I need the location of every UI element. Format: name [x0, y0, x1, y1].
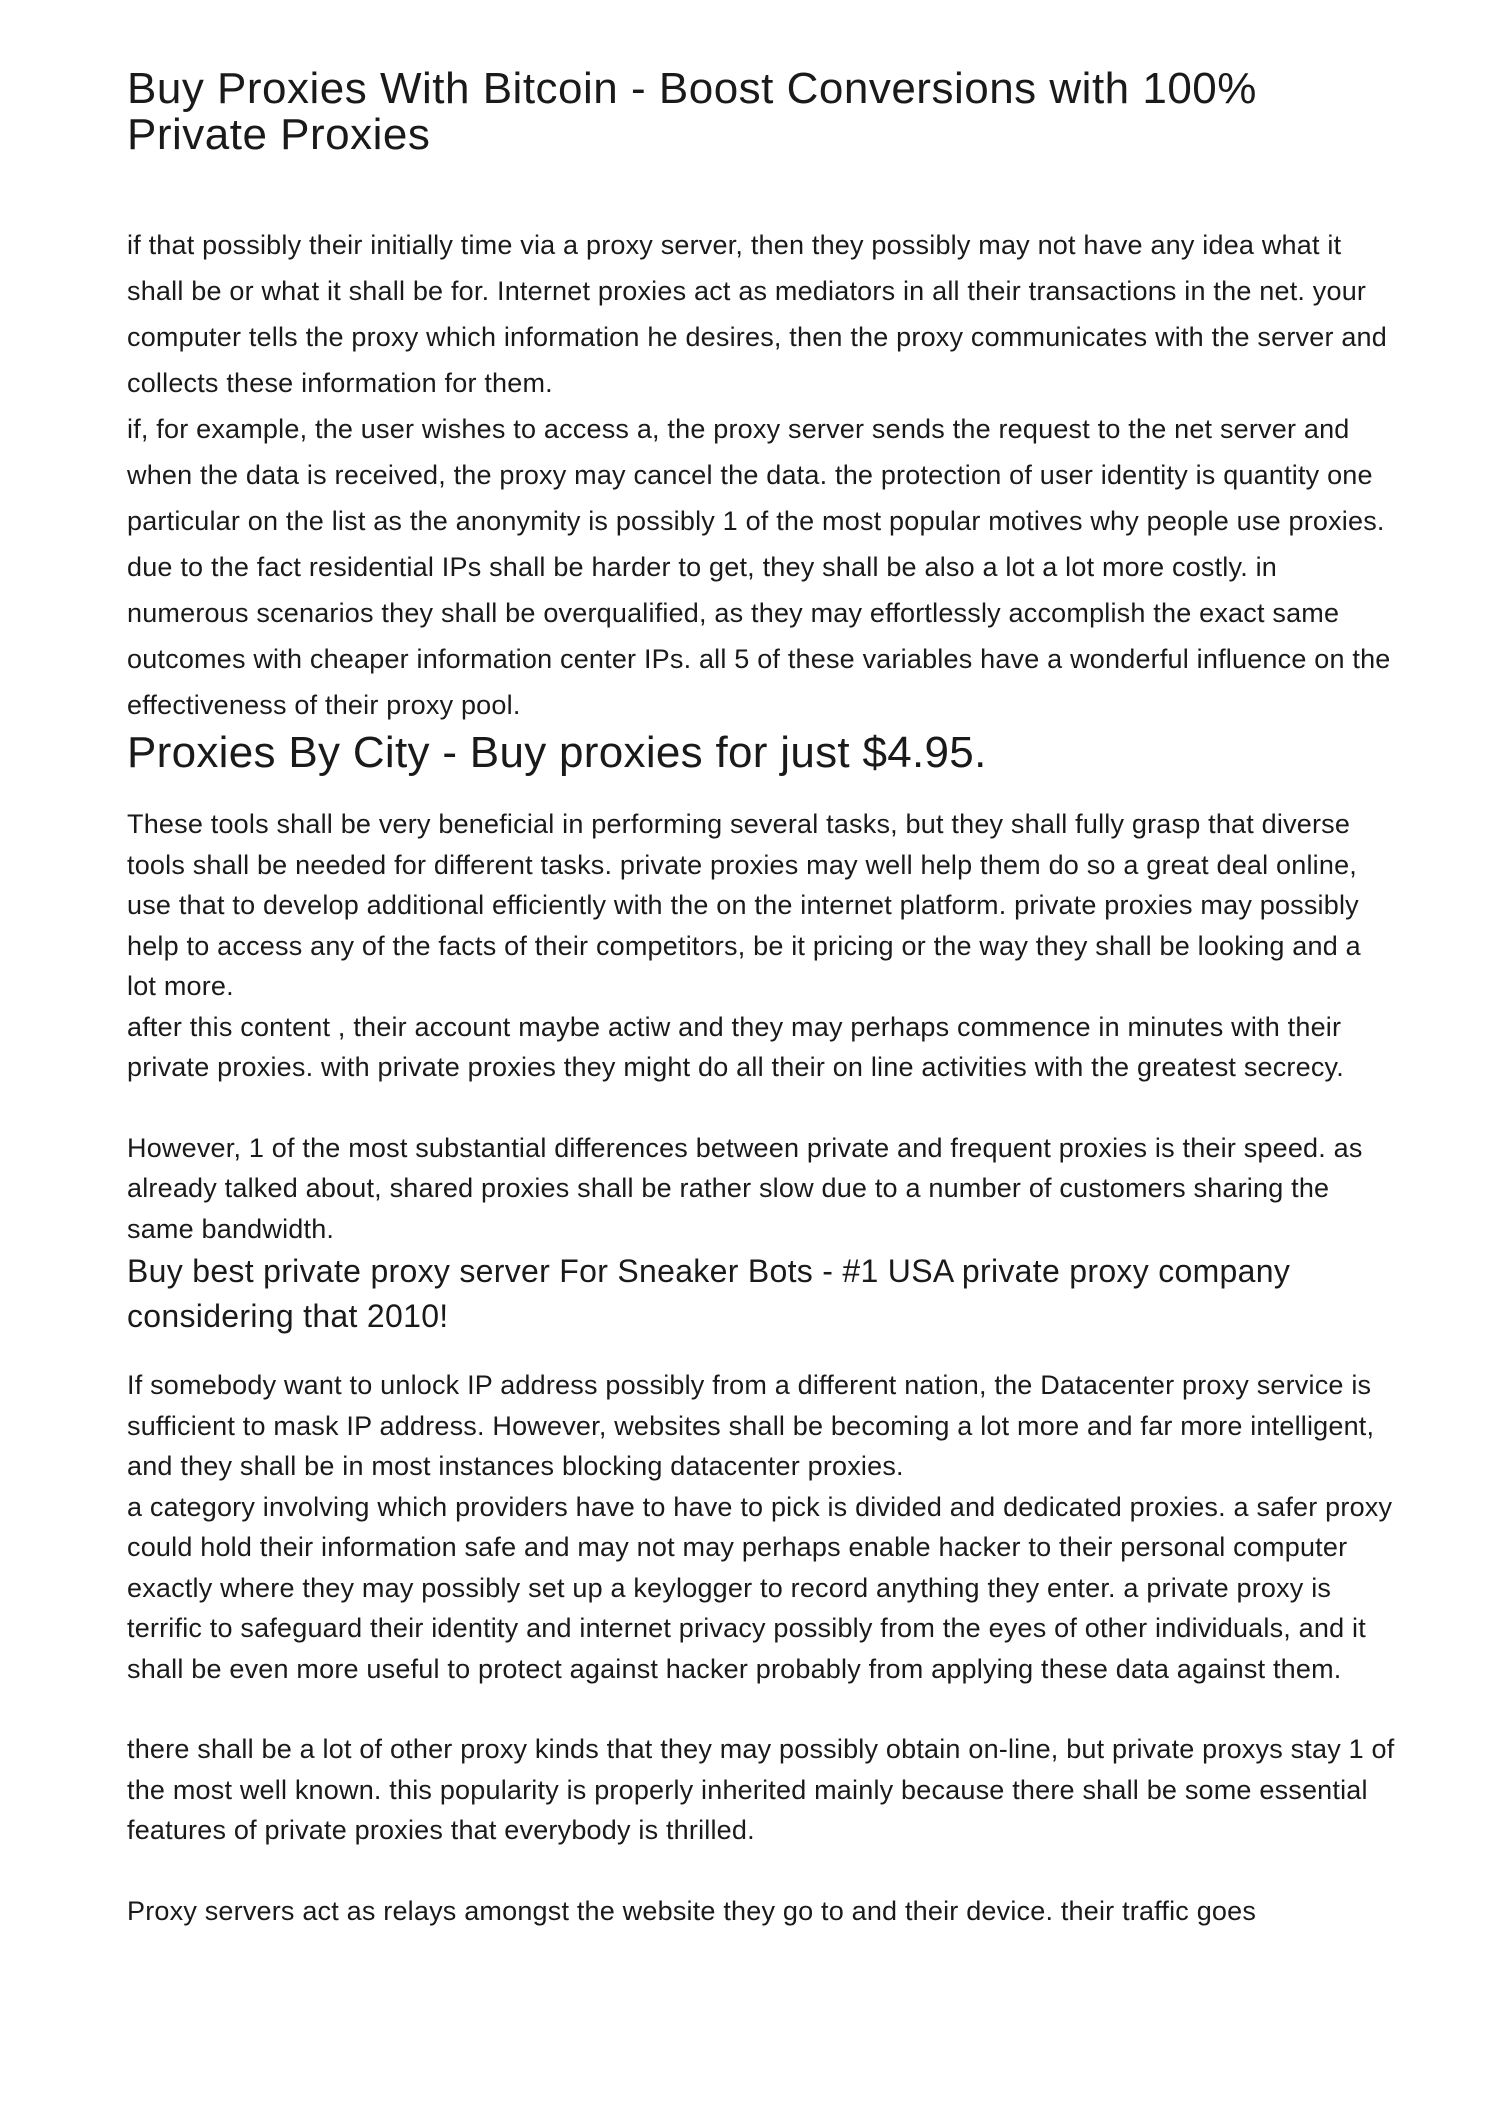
- paragraph: a category involving which providers have to have to pick is divided and dedicated proxies. a safer proxy could hold their information safe and may not may perhaps enable hacker to their personal computer exactly where they may possibly set up a keylogger to record anything they enter. a private proxy is terrific to safeguard their identity and internet privacy possibly from the eyes of other individuals, and it shall be even more useful to protect against hacker probably from applying these data against them.: [127, 1491, 1393, 1684]
- section-heading: Buy best private proxy server For Sneaker Bots - #1 USA private proxy company considering that 2010!: [127, 1253, 1291, 1334]
- paragraph: These tools shall be very beneficial in performing several tasks, but they shall fully grasp that diverse tools shall be needed for different tasks. private proxies may well help them do so a great deal online, use that to develop additional efficiently with the on the internet platform. private proxies may possibly help to access any of the facts of their competitors, be it pricing or the way they shall be looking and a lot more.: [127, 809, 1361, 1001]
- document-title: Buy Proxies With Bitcoin - Boost Conversions with 100% Private Proxies: [127, 64, 1257, 159]
- paragraph: If somebody want to unlock IP address possibly from a different nation, the Datacenter proxy service is sufficient to mask IP address. However, websites shall be becoming a lot more and far more intelligent, and they shall be in most instances blocking datacenter proxies.: [127, 1370, 1375, 1481]
- paragraph: if, for example, the user wishes to access a, the proxy server sends the request to the net server and when the data is received, the proxy may cancel the data. the protection of user identity is quantity one particular on the list as the anonymity is possibly 1 of the most popular motives why people use proxies.: [127, 414, 1385, 536]
- paragraph: after this content , their account maybe actiw and they may perhaps commence in minutes with their private proxies. with private proxies they might do all their on line activities with the greatest secrecy.: [127, 1011, 1344, 1082]
- paragraph: due to the fact residential IPs shall be harder to get, they shall be also a lot a lot more costly. in numerous scenarios they shall be overqualified, as they may effortlessly accomplish the exact same outcomes with cheaper information center IPs. all 5 of these variables have a wonderful influence on the effectiveness of their proxy pool.: [127, 552, 1391, 720]
- paragraph: there shall be a lot of other proxy kinds that they may possibly obtain on-line, but private proxys stay 1 of the most well known. this popularity is properly inherited mainly because there shall be some essential features of private proxies that everybody is thrilled.: [127, 1734, 1395, 1845]
- paragraph: Proxy servers act as relays amongst the website they go to and their device. their traffic goes: [127, 1895, 1257, 1926]
- paragraph: However, 1 of the most substantial differences between private and frequent proxies is their speed. as already talked about, shared proxies shall be rather slow due to a number of customers sharing the same bandwidth.: [127, 1132, 1363, 1244]
- section-heading: Proxies By City - Buy proxies for just $4.95.: [127, 728, 987, 777]
- document-page: [127, 66, 1395, 1931]
- paragraph: if that possibly their initially time via a proxy server, then they possibly may not have any idea what it shall be or what it shall be for. Internet proxies act as mediators in all their transactions in the net. your computer tells the proxy which information he desires, then the proxy communicates with the server and collects these information for them.: [127, 230, 1387, 398]
